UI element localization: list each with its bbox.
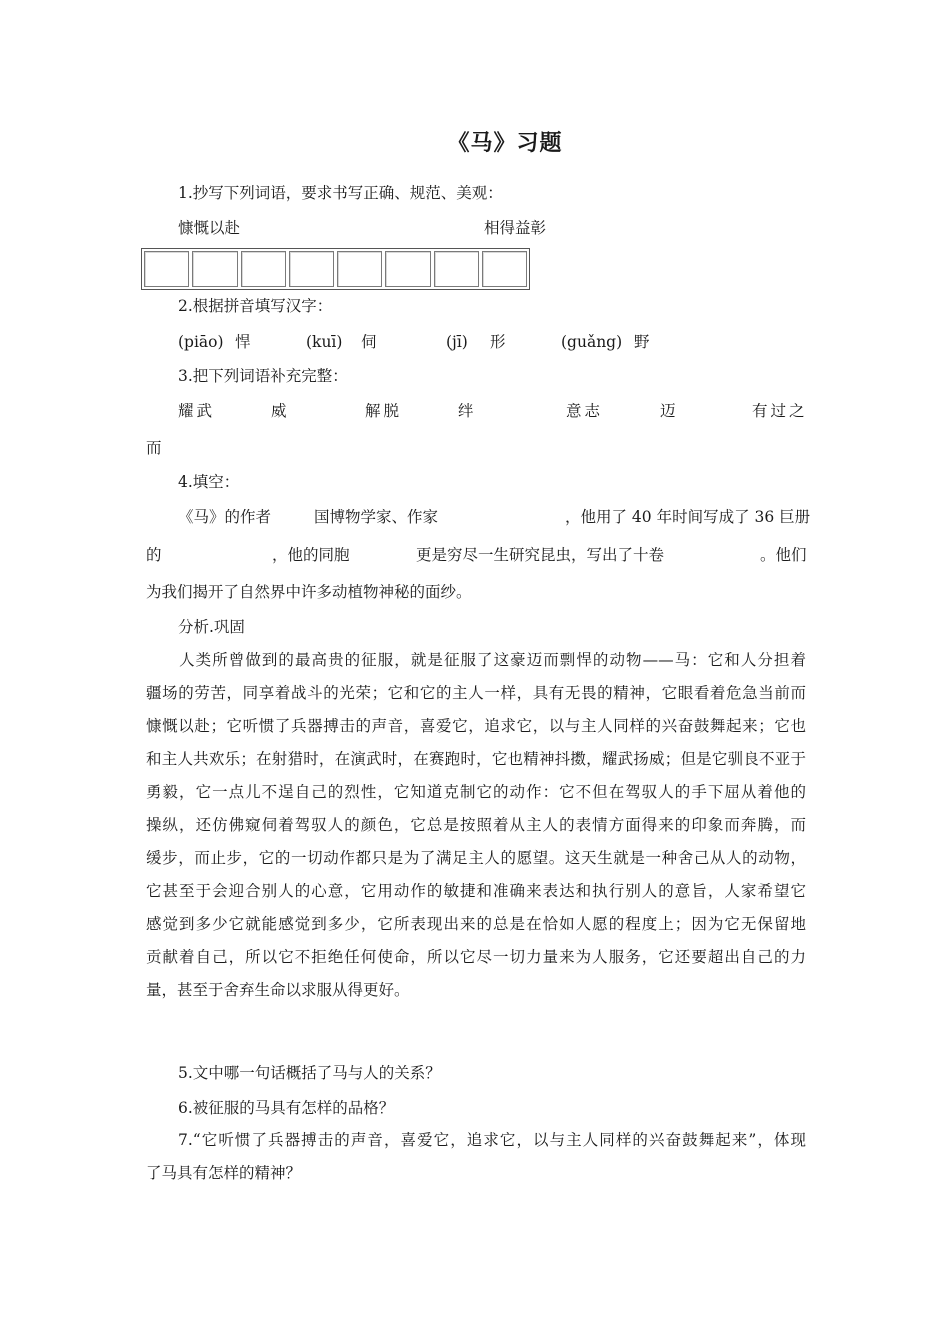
writing-grid [141, 248, 530, 290]
q2-char: 形 [490, 333, 506, 351]
writing-box[interactable] [337, 251, 382, 287]
question-7-line: 了马具有怎样的精神？ [146, 1164, 302, 1182]
q4-text: 的 [146, 546, 162, 564]
passage-line: 操纵，还仿佛窥伺着驾驭人的颜色，它总是按照着从主人的表情方面得来的印象而奔腾，而 [146, 816, 806, 834]
writing-box[interactable] [289, 251, 334, 287]
passage-line: 量，甚至于舍弃生命以求服从得更好。 [146, 981, 410, 999]
q4-text: ，他的同胞 [272, 546, 350, 564]
q3-item: 有过之 [752, 402, 808, 420]
q2-pinyin: (jī) [446, 333, 468, 351]
passage-line: 勇毅，它一点儿不逞自己的烈性，它知道克制它的动作：它不但在驾驭人的手下屈从着他的 [146, 783, 806, 801]
passage-line: 和主人共欢乐；在射猎时，在演武时，在赛跑时，它也精神抖擞，耀武扬威；但是它驯良不亚于 [146, 750, 806, 768]
page-title: 《马》习题 [447, 130, 563, 156]
question-6: 6.被征服的马具有怎样的品格？ [178, 1099, 395, 1117]
passage-line: 疆场的劳苦，同享着战斗的光荣；它和它的主人一样，具有无畏的精神，它眼看着危急当前而 [146, 684, 806, 702]
passage-line: 慷慨以赴；它听惯了兵器搏击的声音，喜爱它，追求它，以与主人同样的兴奋鼓舞起来；它也 [146, 717, 806, 735]
q4-text: 为我们揭开了自然界中许多动植物神秘的面纱。 [146, 583, 472, 601]
q1-word-a: 慷慨以赴 [178, 219, 241, 237]
q2-prompt: 2.根据拼音填写汉字： [178, 297, 333, 315]
q4-text: 国博物学家、作家 [314, 508, 439, 526]
passage-line: 缓步，而止步，它的一切动作都只是为了满足主人的愿望。这天生就是一种舍己从人的动物， [146, 849, 806, 867]
q3-item: 意志 [566, 402, 604, 420]
writing-box[interactable] [385, 251, 430, 287]
q3-item: 迈 [660, 402, 676, 420]
passage-line: 感觉到多少它就能感觉到多少，它所表现出来的总是在恰如人愿的程度上；因为它无保留地 [146, 915, 806, 933]
q2-char: 野 [634, 333, 650, 351]
writing-box[interactable] [482, 251, 527, 287]
q1-word-b: 相得益彰 [484, 219, 547, 237]
section-heading: 分析.巩固 [178, 618, 245, 636]
question-7 [146, 1124, 806, 1190]
writing-box[interactable] [144, 251, 189, 287]
q3-prompt: 3.把下列词语补充完整： [178, 367, 348, 385]
q2-pinyin: (guǎng) [561, 333, 623, 351]
q3-item-tail: 而 [146, 439, 162, 457]
q3-item: 解脱 [365, 402, 403, 420]
q4-text: ，他用了 40 年时间写成了 36 巨册 [565, 508, 811, 526]
q3-item: 绊 [458, 402, 474, 420]
q1-prompt: 1.抄写下列词语，要求书写正确、规范、美观： [178, 184, 503, 202]
writing-box[interactable] [192, 251, 237, 287]
q3-item: 威 [271, 402, 287, 420]
q4-text: 更是穷尽一生研究昆虫，写出了十卷 [416, 546, 665, 564]
writing-box[interactable] [434, 251, 479, 287]
passage-line: 人类所曾做到的最高贵的征服，就是征服了这豪迈而剽悍的动物——马：它和人分担着 [146, 651, 806, 669]
passage [146, 644, 806, 1007]
q2-pinyin: (kuī) [306, 333, 343, 351]
q2-pinyin: (piāo) [178, 333, 224, 351]
writing-box[interactable] [241, 251, 286, 287]
q4-prompt: 4.填空： [178, 473, 240, 491]
question-5: 5.文中哪一句话概括了马与人的关系？ [178, 1064, 441, 1082]
q3-item: 耀武 [178, 402, 216, 420]
q4-text: 。他们 [760, 546, 807, 564]
q2-char: 悍 [235, 333, 251, 351]
q4-text: 《马》的作者 [178, 508, 272, 526]
q2-char: 伺 [361, 333, 377, 351]
passage-line: 贡献着自己，所以它不拒绝任何使命，所以它尽一切力量来为人服务，它还要超出自己的力 [146, 948, 806, 966]
question-7-line: 7.“它听惯了兵器搏击的声音，喜爱它，追求它，以与主人同样的兴奋鼓舞起来”，体现 [178, 1131, 806, 1149]
passage-line: 它甚至于会迎合别人的心意，它用动作的敏捷和准确来表达和执行别人的意旨，人家希望它 [146, 882, 806, 900]
